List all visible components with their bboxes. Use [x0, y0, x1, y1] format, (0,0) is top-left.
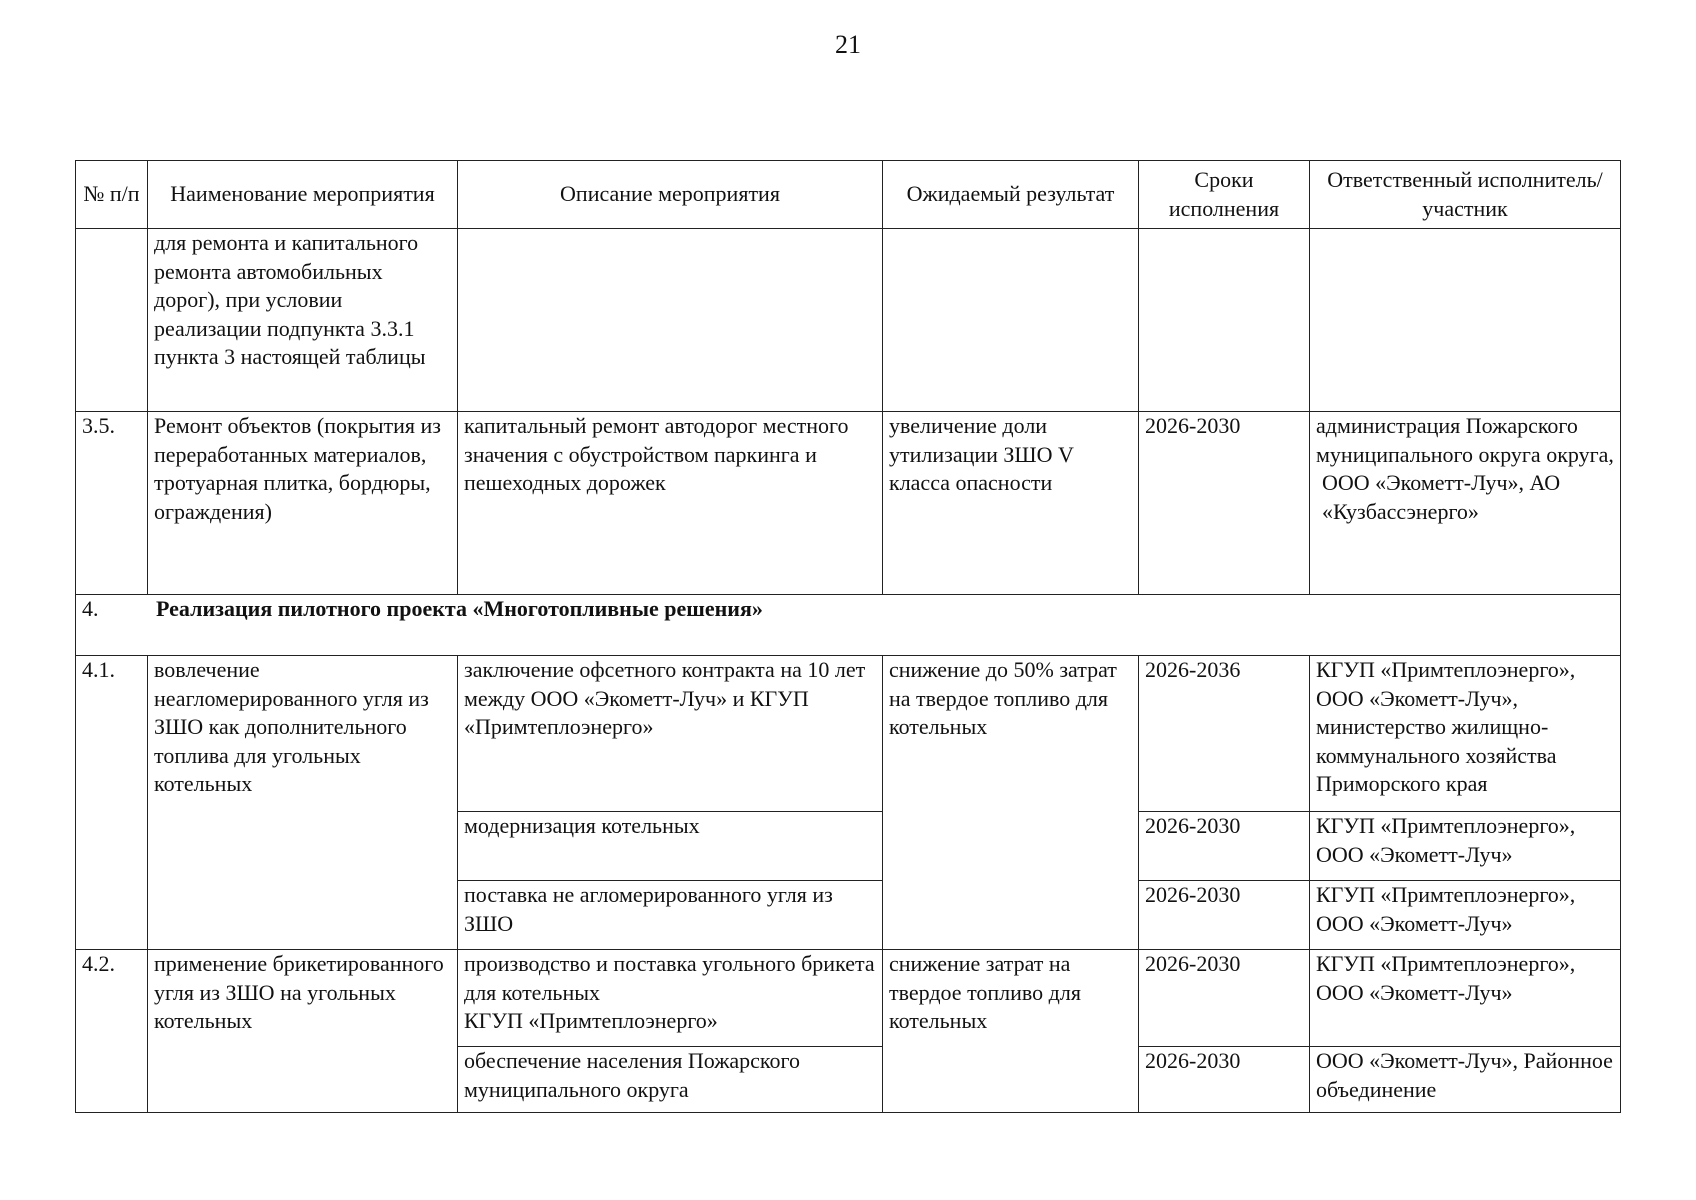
cell-responsible: КГУП «Примтеплоэнерго», ООО «Экометт-Луч» — [1310, 881, 1621, 950]
cell-num: 3.5. — [76, 412, 148, 595]
cell-responsible: КГУП «Примтеплоэнерго», ООО «Экометт-Луч» — [1310, 812, 1621, 881]
header-deadline: Сроки исполнения — [1139, 161, 1310, 229]
cell-name: вовлечение неагломерированного угля из ЗШО как дополнительного топлива для угольных котельных — [148, 656, 458, 950]
header-name: Наименование мероприятия — [148, 161, 458, 229]
section-row — [76, 595, 1621, 656]
cell-description — [458, 229, 883, 412]
cell-result: снижение затрат на твердое топливо для котельных — [883, 950, 1139, 1113]
table-row — [76, 656, 1621, 812]
cell-responsible: КГУП «Примтеплоэнерго», ООО «Экометт-Луч», министерство жилищно-коммунального хозяйства Приморского края — [1310, 656, 1621, 812]
cell-num: 4.2. — [76, 950, 148, 1113]
cell-description: обеспечение населения Пожарского муниципального округа — [458, 1047, 883, 1113]
header-num: № п/п — [76, 161, 148, 229]
table-row — [76, 412, 1621, 595]
cell-description: капитальный ремонт автодорог местного значения с обустройством паркинга и пешеходных дорожек — [458, 412, 883, 595]
cell-deadline: 2026-2030 — [1139, 881, 1310, 950]
responsible-line: ООО «Экометт-Луч», АО «Кузбассэнерго» — [1322, 470, 1561, 524]
responsible-line: администрация Пожарского муниципального округа округа, — [1316, 413, 1614, 467]
cell-name: Ремонт объектов (покрытия из переработанных материалов, тротуарная плитка, бордюры, ограждения) — [148, 412, 458, 595]
cell-deadline: 2026-2030 — [1139, 1047, 1310, 1113]
cell-name: применение брикетированного угля из ЗШО на угольных котельных — [148, 950, 458, 1113]
cell-deadline: 2026-2030 — [1139, 950, 1310, 1047]
cell-responsible: ООО «Экометт-Луч», Районное объединение — [1310, 1047, 1621, 1113]
cell-description: модернизация котельных — [458, 812, 883, 881]
section-number: 4. — [82, 596, 99, 621]
header-description: Описание мероприятия — [458, 161, 883, 229]
description-line: КГУП «Примтеплоэнерго» — [464, 1008, 718, 1034]
header-responsible: Ответственный исполнитель/участник — [1310, 161, 1621, 229]
cell-deadline: 2026-2036 — [1139, 656, 1310, 812]
header-result: Ожидаемый результат — [883, 161, 1139, 229]
cell-result — [883, 229, 1139, 412]
cell-description — [458, 950, 883, 1047]
table-row — [76, 229, 1621, 412]
cell-num — [76, 229, 148, 412]
cell-name: для ремонта и капитального ремонта автомобильных дорог), при условии реализации подпункта 3.3.1 пункта 3 настоящей таблицы — [148, 229, 458, 412]
cell-responsible — [1310, 229, 1621, 412]
table-row — [76, 950, 1621, 1047]
section-heading — [76, 595, 1621, 656]
cell-responsible — [1310, 412, 1621, 595]
cell-deadline — [1139, 229, 1310, 412]
cell-description: заключение офсетного контракта на 10 лет между ООО «Экометт-Луч» и КГУП «Примтеплоэнерго» — [458, 656, 883, 812]
description-line: производство и поставка угольного брикета для котельных — [464, 951, 875, 1005]
cell-description: поставка не агломерированного угля из ЗШО — [458, 881, 883, 950]
measures-table — [75, 160, 1621, 1113]
cell-responsible: КГУП «Примтеплоэнерго», ООО «Экометт-Луч» — [1310, 950, 1621, 1047]
section-title: Реализация пилотного проекта «Многотопливные решения» — [156, 596, 763, 621]
cell-result: увеличение доли утилизации ЗШО V класса опасности — [883, 412, 1139, 595]
page-number: 21 — [835, 30, 861, 59]
cell-num: 4.1. — [76, 656, 148, 950]
cell-deadline: 2026-2030 — [1139, 412, 1310, 595]
cell-result: снижение до 50% затрат на твердое топливо для котельных — [883, 656, 1139, 950]
table-header-row — [76, 161, 1621, 229]
cell-deadline: 2026-2030 — [1139, 812, 1310, 881]
